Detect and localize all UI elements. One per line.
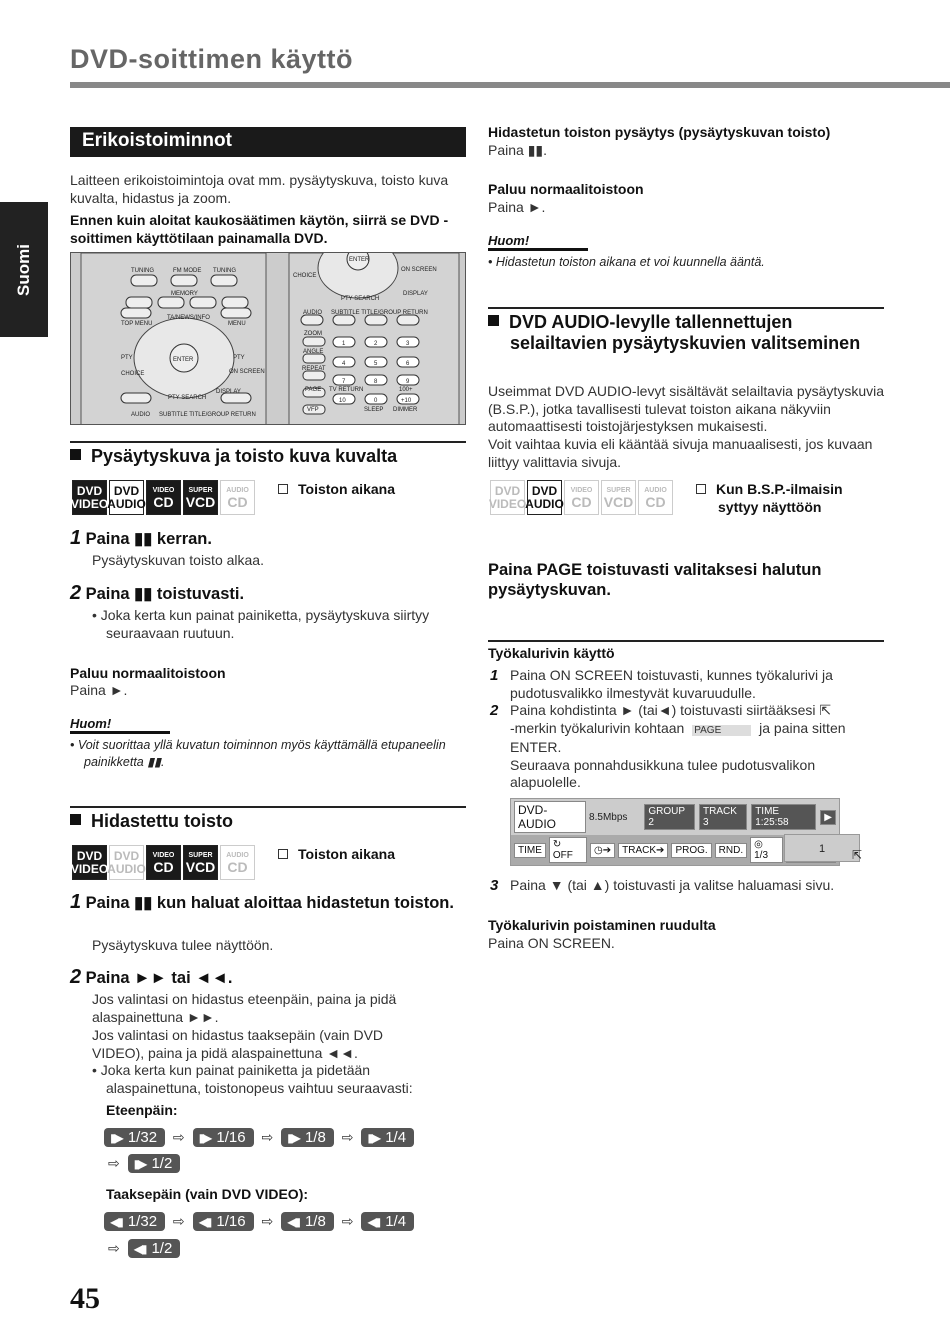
backward-speeds	[104, 1212, 414, 1231]
intro-text: Laitteen erikoistoimintoja ovat mm. pysäytyskuva, toisto kuva kuvalta, hidastus ja zoom.	[70, 172, 449, 206]
step-2-desc-2: Jos valintasi on hidastus taaksepäin (vain DVD VIDEO), paina ja pidä alaspainettuna ◄◄.	[92, 1027, 384, 1061]
condition-label: Toiston aikana	[278, 481, 395, 499]
note-rule	[488, 248, 588, 251]
intro-bold-text: Ennen kuin aloitat kaukosäätimen käytön, siirrä se DVD -soittimen käyttötilaan painamalla DVD.	[70, 212, 449, 246]
remote-label: PAGE	[305, 387, 322, 393]
toolbar-step-2: 2 Paina kohdistinta ► (tai◄) toistuvasti siirtääksesi ⇱ -merkin työkalurivin kohtaan PAGE ja paina sitten ENTER. Seuraava ponnahdusikkuna tulee pudotusvalikon alapuolelle.	[490, 702, 846, 790]
next-arrow-icon: ⇨	[337, 1212, 358, 1229]
disc-badge: VIDEO CD	[146, 845, 181, 880]
remote-label: REPEAT	[302, 366, 326, 372]
disc-badge: SUPER VCD	[183, 845, 218, 880]
next-arrow-icon: ⇨	[257, 1212, 278, 1229]
return-text: Paina ►.	[488, 199, 546, 215]
return-heading: Paluu normaalitoistoon	[70, 665, 226, 681]
remote-key: 0	[374, 398, 378, 404]
note-heading: Huom!	[70, 716, 112, 731]
pointer-icon: ⇱	[852, 848, 863, 862]
next-arrow-icon: ⇨	[108, 1239, 124, 1256]
note-text: • Hidastetun toiston aikana et voi kuunnella ääntä.	[488, 255, 765, 269]
remote-label: TUNING	[213, 268, 236, 274]
page-popup: 1	[784, 834, 860, 862]
remote-key: +10	[401, 398, 412, 404]
condition-label: Toiston aikana	[278, 846, 395, 864]
section-rule	[488, 640, 884, 642]
bsp-desc-2: Voit vaihtaa kuvia eli kääntää sivuja manuaalisesti, jos kuvaan liittyy valittavia sivuja.	[488, 436, 873, 470]
toolbar-time: TIME 1:25:58	[751, 804, 816, 830]
speed-chip: ◀▮ 1/4	[361, 1212, 414, 1231]
remove-heading: Työkalurivin poistaminen ruudulta	[488, 917, 716, 933]
section-title-bsp: DVD AUDIO-levylle tallennettujen selailtavien pysäytyskuvien valitseminen	[488, 312, 884, 354]
remote-key: 1	[342, 341, 346, 347]
disc-badges	[72, 845, 257, 880]
clock-icon: ◷➔	[590, 843, 615, 858]
remote-label: PTY SEARCH	[168, 395, 207, 401]
disc-badge: DVD VIDEO	[490, 480, 525, 515]
disc-badge: DVD AUDIO	[109, 480, 144, 515]
remote-key: 3	[406, 341, 410, 347]
slow-pause-text: Paina ▮▮.	[488, 142, 547, 158]
pointer-icon: ⇱	[819, 702, 832, 718]
step-2: 2 Paina ▮▮ toistuvasti.	[70, 582, 245, 604]
condition-label: Kun B.S.P.-ilmaisin syttyy näyttöön	[696, 481, 886, 516]
return-heading: Paluu normaalitoistoon	[488, 181, 644, 197]
speed-chip: ◀▮ 1/16	[193, 1212, 254, 1231]
slow-icon: ◀▮	[367, 1214, 380, 1229]
speed-chip: ◀▮ 1/8	[281, 1212, 334, 1231]
language-tab	[0, 202, 48, 337]
speed-chip: ▮▶ 1/16	[193, 1128, 254, 1147]
disc-badge: AUDIO CD	[638, 480, 673, 515]
toolbar-rate: 8.5Mbps	[589, 811, 628, 823]
remote-label: PTY SEARCH	[341, 296, 380, 302]
toolbar-rnd: RND.	[715, 843, 747, 858]
slow-pause-heading: Hidastetun toiston pysäytys (pysäytyskuvan toisto)	[488, 124, 831, 140]
disc-badge: DVD AUDIO	[527, 480, 562, 515]
slow-icon: ◀▮	[287, 1214, 299, 1229]
slow-icon: ▮▶	[367, 1130, 380, 1145]
remote-label: TV RETURN	[329, 387, 364, 393]
remote-label: ANGLE	[303, 349, 324, 355]
disc-badge: SUPER VCD	[601, 480, 636, 515]
toolbar-heading: Työkalurivin käyttö	[488, 645, 615, 661]
remove-text: Paina ON SCREEN.	[488, 935, 615, 951]
toolbar-track-btn: TRACK➔	[618, 843, 668, 858]
disc-badge: DVD VIDEO	[72, 480, 107, 515]
remote-label: AUDIO	[131, 412, 151, 418]
note-text: • Voit suorittaa yllä kuvatun toiminnon myös käyttämällä etupaneelin painikketta ▮▮.	[70, 738, 446, 769]
speed-chip: ▮▶ 1/4	[361, 1128, 414, 1147]
return-text: Paina ►.	[70, 682, 128, 698]
next-arrow-icon: ⇨	[169, 1128, 189, 1145]
toolbar-step-3: 3 Paina ▼ (tai ▲) toistuvasti ja valitse haluamasi sivu.	[490, 877, 835, 894]
section-title-slow-motion: Hidastettu toisto	[70, 811, 233, 832]
speed-chip: ▮▶ 1/2	[128, 1154, 181, 1173]
slow-icon: ▮▶	[287, 1130, 299, 1145]
remote-label: CHOICE	[293, 273, 317, 279]
toolbar-audio: ◎ 1/3	[750, 837, 783, 863]
remote-key: 8	[374, 379, 378, 385]
disc-badge: VIDEO CD	[146, 480, 181, 515]
toolbar-track: TRACK 3	[699, 804, 747, 830]
next-arrow-icon: ⇨	[257, 1128, 278, 1145]
slow-icon: ◀▮	[198, 1214, 211, 1229]
remote-label: TUNING	[131, 268, 154, 274]
slow-icon: ◀▮	[133, 1241, 146, 1256]
note-heading: Huom!	[488, 233, 530, 248]
remote-label: ON SCREEN	[401, 267, 437, 273]
disc-badge: DVD VIDEO	[72, 845, 107, 880]
speed-chip: ▮▶ 1/8	[281, 1128, 334, 1147]
toolbar-step-1: 1 Paina ON SCREEN toistuvasti, kunnes työkalurivi ja pudotusvalikko ilmestyvät kuvaruudulle.	[490, 667, 833, 701]
bsp-instruction: Paina PAGE toistuvasti valitaksesi halutun pysäytyskuvan.	[488, 561, 822, 599]
page-number: 45	[70, 1282, 100, 1315]
section-rule	[488, 307, 884, 309]
remote-label: 100+	[399, 387, 413, 393]
page-chip: PAGE	[692, 725, 751, 736]
toolbar-mode: DVD-AUDIO	[514, 801, 586, 833]
remote-label: MEMORY	[171, 291, 198, 297]
remote-label: SLEEP	[364, 407, 384, 413]
next-arrow-icon: ⇨	[169, 1212, 189, 1229]
remote-key: 5	[374, 361, 378, 367]
remote-key: 6	[406, 361, 410, 367]
remote-label: PTY	[233, 355, 245, 361]
note-rule	[70, 731, 170, 734]
remote-label: SUBTITLE TITLE/GROUP RETURN	[159, 412, 256, 418]
play-icon: ▶	[820, 810, 836, 825]
remote-label: ZOOM	[304, 331, 322, 337]
toolbar-repeat: ↻ OFF	[549, 837, 587, 863]
step-1-desc: Pysäytyskuvan toisto alkaa.	[92, 552, 264, 568]
step-2-desc-3: • Joka kerta kun painat painiketta ja pidetään alaspainettuna, toistonopeus vaihtuu seuraavasti:	[92, 1062, 413, 1096]
slow-icon: ▮▶	[133, 1156, 146, 1171]
remote-control-illustration	[70, 252, 466, 425]
forward-heading: Eteenpäin:	[106, 1102, 178, 1118]
remote-label: TOP MENU	[121, 321, 153, 327]
forward-speeds-2	[104, 1154, 180, 1173]
remote-key: 7	[342, 379, 346, 385]
step-1: 1 Paina ▮▮ kerran.	[70, 527, 212, 549]
remote-key: 9	[406, 379, 410, 385]
remote-key: 4	[342, 361, 346, 367]
slow-icon: ◀▮	[110, 1214, 122, 1229]
remote-label: FM MODE	[173, 268, 202, 274]
disc-badges	[490, 480, 675, 515]
next-arrow-icon: ⇨	[108, 1154, 124, 1171]
remote-key: 10	[339, 398, 346, 404]
backward-heading: Taaksepäin (vain DVD VIDEO):	[106, 1186, 309, 1202]
remote-label: ENTER	[173, 357, 194, 363]
remote-label: VFP	[307, 407, 319, 413]
section-title-still-frame: Pysäytyskuva ja toisto kuva kuvalta	[70, 446, 466, 467]
slow-icon: ▮▶	[198, 1130, 211, 1145]
remote-key: 2	[374, 341, 378, 347]
step-2-desc: • Joka kerta kun painat painiketta, pysäytyskuva siirtyy seuraavaan ruutuun.	[92, 607, 430, 641]
remote-label: MENU	[228, 321, 246, 327]
section-rule	[70, 806, 466, 808]
disc-badge: DVD AUDIO	[109, 845, 144, 880]
remote-label: CHOICE	[121, 371, 145, 377]
backward-speeds-2	[104, 1239, 180, 1258]
step-1-desc: Pysäytyskuva tulee näyttöön.	[92, 937, 274, 953]
step-2: 2 Paina ►► tai ◄◄.	[70, 966, 233, 988]
disc-badge: AUDIO CD	[220, 480, 255, 515]
disc-badge: AUDIO CD	[220, 845, 255, 880]
remote-label: ON SCREEN	[229, 369, 265, 375]
speed-chip: ▮▶ 1/32	[104, 1128, 165, 1147]
remote-label: PTY	[121, 355, 133, 361]
remote-label: TA/NEWS/INFO	[167, 315, 210, 321]
step-2-desc-1: Jos valintasi on hidastus eteenpäin, paina ja pidä alaspainettuna ►►.	[92, 991, 397, 1025]
disc-badge: SUPER VCD	[183, 480, 218, 515]
disc-badges	[72, 480, 257, 515]
remote-label: DISPLAY	[403, 291, 428, 297]
remote-label: DISPLAY	[216, 389, 241, 395]
toolbar-prog: PROG.	[671, 843, 711, 858]
step-1: 1 Paina ▮▮ kun haluat aloittaa hidastetun toiston.	[70, 891, 454, 913]
remote-label: SUBTITLE TITLE/GROUP RETURN	[331, 310, 428, 316]
bsp-desc-1: Useimmat DVD AUDIO-levyt sisältävät selailtavia pysäytyskuvia (B.S.P.), jotka tavallisesti tulevat toiston aikana näkyviin automaattisesti toistojärjestyksen mukaisesti.	[488, 383, 885, 434]
toolbar-group: GROUP 2	[644, 804, 695, 830]
toolbar-time-btn: TIME	[514, 843, 546, 858]
title-rule	[70, 82, 950, 88]
page-title: DVD-soittimen käyttö	[70, 44, 354, 74]
forward-speeds	[104, 1128, 414, 1147]
section-rule	[70, 441, 466, 443]
remote-label: ENTER	[349, 257, 370, 263]
speed-chip: ◀▮ 1/32	[104, 1212, 165, 1231]
section-title-erikoistoiminnot: Erikoistoiminnot	[70, 127, 466, 157]
remote-label: AUDIO	[303, 310, 323, 316]
next-arrow-icon: ⇨	[337, 1128, 358, 1145]
remote-label: DIMMER	[393, 407, 418, 413]
speed-chip: ◀▮ 1/2	[128, 1239, 181, 1258]
remote-svg	[71, 253, 466, 425]
language-tab-label: Suomi	[14, 243, 33, 296]
disc-badge: VIDEO CD	[564, 480, 599, 515]
slow-icon: ▮▶	[110, 1130, 122, 1145]
